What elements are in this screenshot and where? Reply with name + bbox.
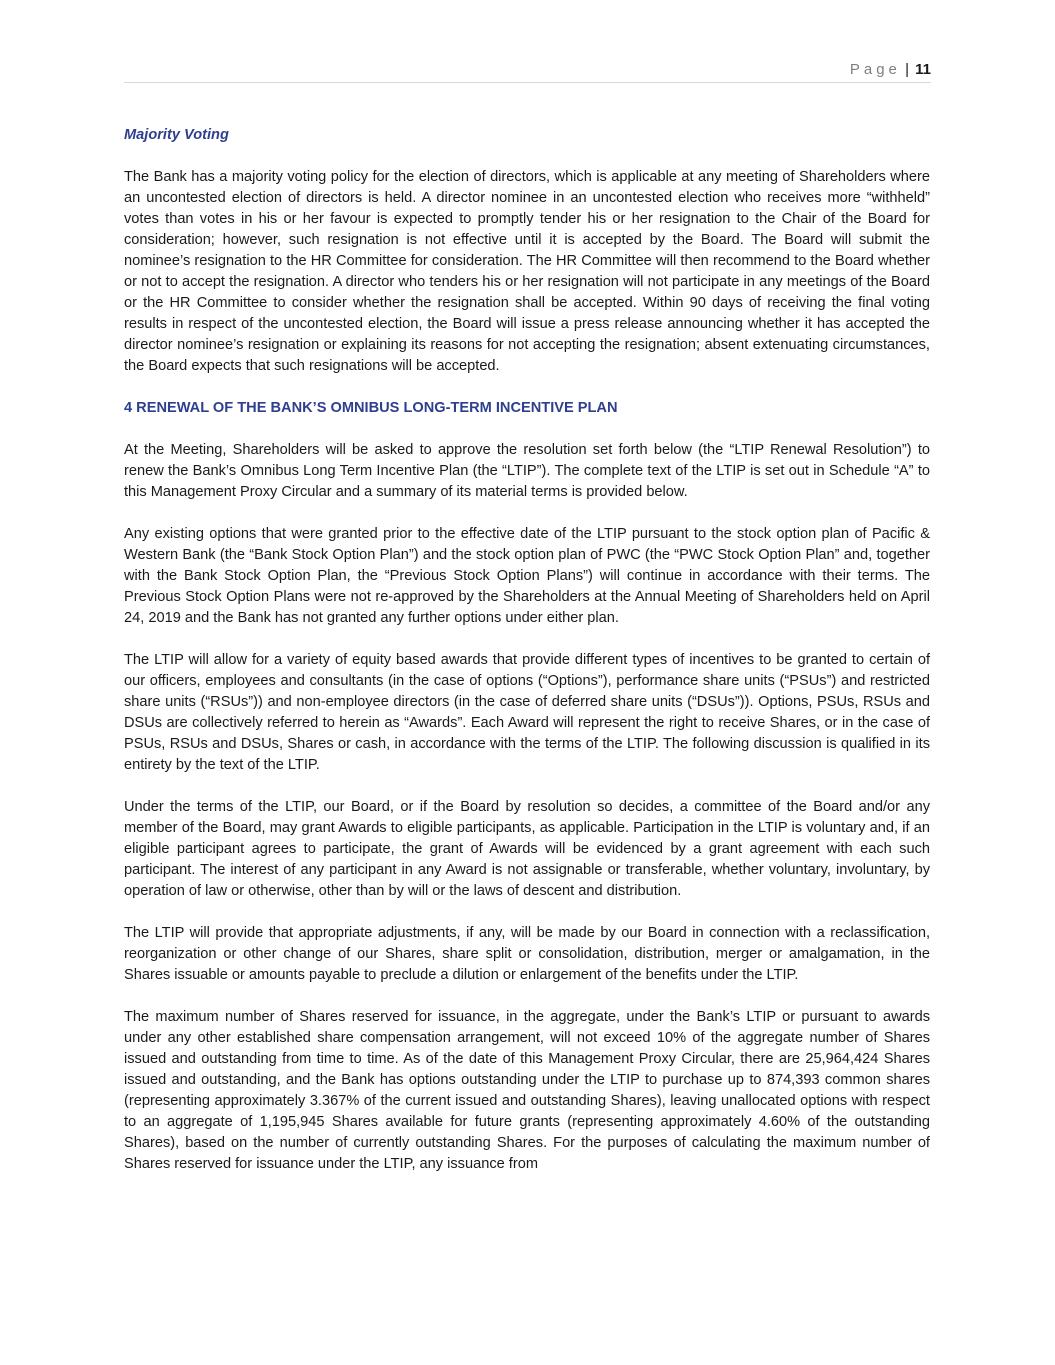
majority-voting-paragraph: The Bank has a majority voting policy for the election of directors, which is applicable at any meeting of Shareholders where an uncontested election of directors is held. A director nominee in an uncontested election who receives more “withheld” votes than votes in his or her favour is expected to promptly tender his or her resignation to the Chair of the Board for consideration; however, such resignation is not effective until it is accepted by the Board. The Board will submit the nominee’s resignation to the HR Committee for consideration. The HR Committee will then recommend to the Board whether or not to accept the resignation. A director who tenders his or her resignation will not participate in any meetings of the Board or the HR Committee to consider whether the resignation shall be accepted. Within 90 days of receiving the final voting results in respect of the uncontested election, the Board will issue a press release announcing whether it has accepted the director nominee’s resignation or explaining its reasons for not accepting the resignation; absent extenuating circumstances, the Board expects that such resignations will be accepted.: [124, 169, 930, 374]
page-label: Page: [849, 61, 901, 78]
page-header: [124, 60, 931, 83]
document-body: [124, 125, 930, 1175]
ltip-paragraph-2: Any existing options that were granted prior to the effective date of the LTIP pursuant to the stock option plan of Pacific & Western Bank (the “Bank Stock Option Plan”) and the stock option plan of PWC (the “PWC Stock Option Plan” and, together with the Bank Stock Option Plan, the “Previous Stock Option Plans”) will continue in accordance with their terms. The Previous Stock Option Plans were not re-approved by the Shareholders at the Annual Meeting of Shareholders held on April 24, 2019 and the Bank has not granted any further options under either plan.: [124, 526, 930, 626]
page-number: 11: [915, 61, 931, 78]
ltip-renewal-heading: 4 RENEWAL OF THE BANK’S OMNIBUS LONG-TERM INCENTIVE PLAN: [124, 400, 618, 416]
ltip-paragraph-3: The LTIP will allow for a variety of equity based awards that provide different types of incentives to be granted to certain of our officers, employees and consultants (in the case of options (“Options”), performance share units (“PSUs”) and restricted share units (“RSUs”)) and non-employee directors (in the case of deferred share units (“DSUs”)). Options, PSUs, RSUs and DSUs are collectively referred to herein as “Awards”. Each Award will represent the right to receive Shares, or in the case of PSUs, RSUs and DSUs, Shares or cash, in accordance with the terms of the LTIP. The following discussion is qualified in its entirety by the text of the LTIP.: [124, 652, 930, 773]
ltip-paragraph-5: The LTIP will provide that appropriate adjustments, if any, will be made by our Board in connection with a reclassification, reorganization or other change of our Shares, share split or consolidation, distribution, merger or amalgamation, in the Shares issuable or amounts payable to preclude a dilution or enlargement of the benefits under the LTIP.: [124, 925, 930, 983]
ltip-paragraph-6: The maximum number of Shares reserved for issuance, in the aggregate, under the Bank’s LTIP or pursuant to awards under any other established share compensation arrangement, will not exceed 10% of the aggregate number of Shares issued and outstanding from time to time. As of the date of this Management Proxy Circular, there are 25,964,424 Shares issued and outstanding, and the Bank has options outstanding under the LTIP to purchase up to 874,393 common shares (representing approximately 3.367% of the current issued and outstanding Shares), leaving unallocated options with respect to an aggregate of 1,195,945 Shares available for future grants (representing approximately 4.60% of the outstanding Shares), based on the number of currently outstanding Shares. For the purposes of calculating the maximum number of Shares reserved for issuance under the LTIP, any issuance from: [124, 1009, 930, 1172]
majority-voting-heading: Majority Voting: [124, 127, 229, 143]
ltip-paragraph-4: Under the terms of the LTIP, our Board, or if the Board by resolution so decides, a committee of the Board and/or any member of the Board, may grant Awards to eligible participants, as applicable. Participation in the LTIP is voluntary and, if an eligible participant agrees to participate, the grant of Awards will be evidenced by a grant agreement with each such participant. The interest of any participant in any Award is not assignable or transferable, whether voluntary, involuntary, by operation of law or otherwise, other than by will or the laws of descent and distribution.: [124, 799, 930, 899]
page-separator: |: [905, 61, 909, 78]
ltip-paragraph-1: At the Meeting, Shareholders will be asked to approve the resolution set forth below (the “LTIP Renewal Resolution”) to renew the Bank’s Omnibus Long Term Incentive Plan (the “LTIP”). The complete text of the LTIP is set out in Schedule “A” to this Management Proxy Circular and a summary of its material terms is provided below.: [124, 442, 930, 500]
